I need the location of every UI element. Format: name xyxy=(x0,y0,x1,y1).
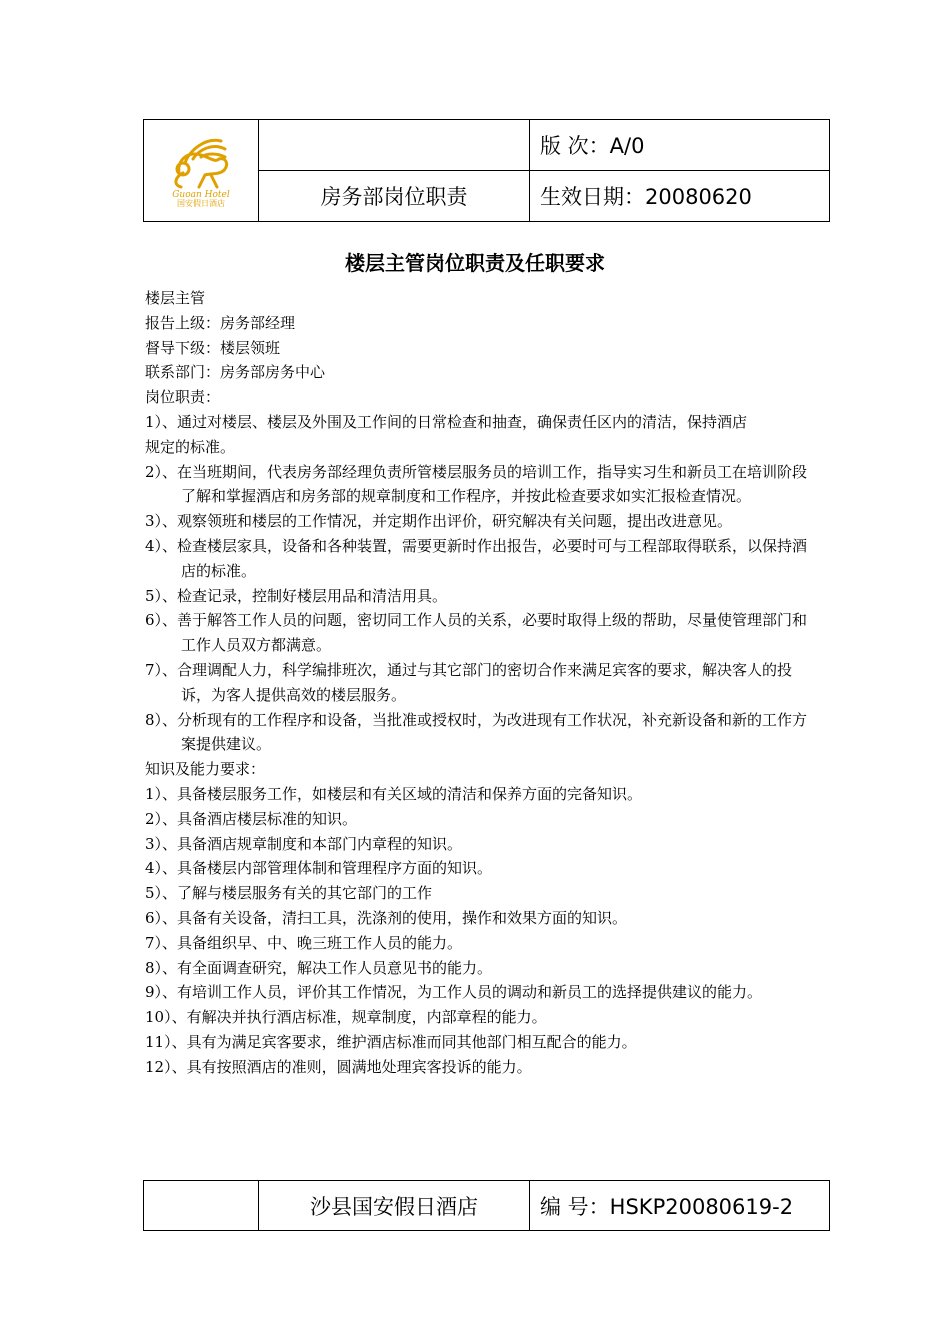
body-line: 7）、具备组织早、中、晚三班工作人员的能力。 xyxy=(145,933,463,952)
body-line: 2）、具备酒店楼层标准的知识。 xyxy=(145,809,358,828)
body-line: 规定的标准。 xyxy=(145,437,236,456)
hotel-logo-icon xyxy=(159,129,243,209)
body-line: 4）、检查楼层家具，设备和各种装置，需要更新时作出报告，必要时可与工程部取得联系，以保持酒店的标准。 xyxy=(145,536,808,580)
effective-date: 生效日期：20080620 xyxy=(530,171,830,222)
header-table xyxy=(143,119,830,222)
logo-cell xyxy=(144,120,259,222)
footer-blank-cell xyxy=(144,1181,259,1231)
document-body xyxy=(145,286,809,1080)
body-line: 1）、具备楼层服务工作，如楼层和有关区域的清洁和保养方面的完备知识。 xyxy=(145,784,643,803)
svg-text:Guoan Hotel: Guoan Hotel xyxy=(172,189,230,200)
body-line: 12）、具有按照酒店的准则，圆满地处理宾客投诉的能力。 xyxy=(145,1057,532,1076)
header-blank-cell xyxy=(259,120,530,171)
body-line: 6）、善于解答工作人员的问题，密切同工作人员的关系，必要时取得上级的帮助，尽量使管理部门和工作人员双方都满意。 xyxy=(145,611,808,655)
body-line: 9）、有培训工作人员，评价其工作情况，为工作人员的调动和新员工的选择提供建议的能力。 xyxy=(145,983,763,1002)
body-line: 7）、合理调配人力，科学编排班次，通过与其它部门的密切合作来满足宾客的要求，解决客人的投诉，为客人提供高效的楼层服务。 xyxy=(145,660,793,704)
doc-number: 编 号：HSKP20080619-2 xyxy=(530,1181,830,1231)
body-line: 10）、有解决并执行酒店标准，规章制度，内部章程的能力。 xyxy=(145,1008,547,1027)
document-title: 楼层主管岗位职责及任职要求 xyxy=(345,251,605,275)
body-line: 1）、通过对楼层、楼层及外围及工作间的日常检查和抽查，确保责任区内的清洁，保持酒店 xyxy=(145,412,748,431)
body-line: 楼层主管 xyxy=(145,289,206,307)
body-line: 5）、了解与楼层服务有关的其它部门的工作 xyxy=(145,884,433,903)
svg-text:国安假日酒店: 国安假日酒店 xyxy=(177,198,225,208)
body-line: 2）、在当班期间，代表房务部经理负责所管楼层服务员的培训工作，指导实习生和新员工在培训阶段了解和掌握酒店和房务部的规章制度和工作程序，并按此检查要求如实汇报检查情况。 xyxy=(145,462,808,506)
body-line: 8）、分析现有的工作程序和设备，当批准或授权时，为改进现有工作状况，补充新设备和新的工作方案提供建议。 xyxy=(145,710,808,754)
body-line: 报告上级：房务部经理 xyxy=(145,313,296,332)
body-line: 4）、具备楼层内部管理体制和管理程序方面的知识。 xyxy=(145,859,493,878)
hotel-name: 沙县国安假日酒店 xyxy=(259,1181,530,1231)
body-line: 6）、具备有关设备，清扫工具，洗涤剂的使用，操作和效果方面的知识。 xyxy=(145,908,628,927)
body-line: 督导下级：楼层领班 xyxy=(145,338,281,357)
version-cell: 版 次：A/0 xyxy=(530,120,830,171)
body-line: 3）、具备酒店规章制度和本部门内章程的知识。 xyxy=(145,834,463,853)
footer-table xyxy=(143,1180,830,1231)
body-line: 知识及能力要求： xyxy=(145,760,266,779)
body-line: 11）、具有为满足宾客要求，维护酒店标准而同其他部门相互配合的能力。 xyxy=(145,1032,637,1051)
body-line: 8）、有全面调查研究，解决工作人员意见书的能力。 xyxy=(145,958,493,977)
body-line: 3）、观察领班和楼层的工作情况，并定期作出评价，研究解决有关问题，提出改进意见。 xyxy=(145,512,733,531)
body-line: 5）、检查记录，控制好楼层用品和清洁用具。 xyxy=(145,586,448,605)
body-line: 联系部门：房务部房务中心 xyxy=(145,363,326,382)
dept-title: 房务部岗位职责 xyxy=(259,171,530,222)
body-line: 岗位职责： xyxy=(145,388,221,407)
